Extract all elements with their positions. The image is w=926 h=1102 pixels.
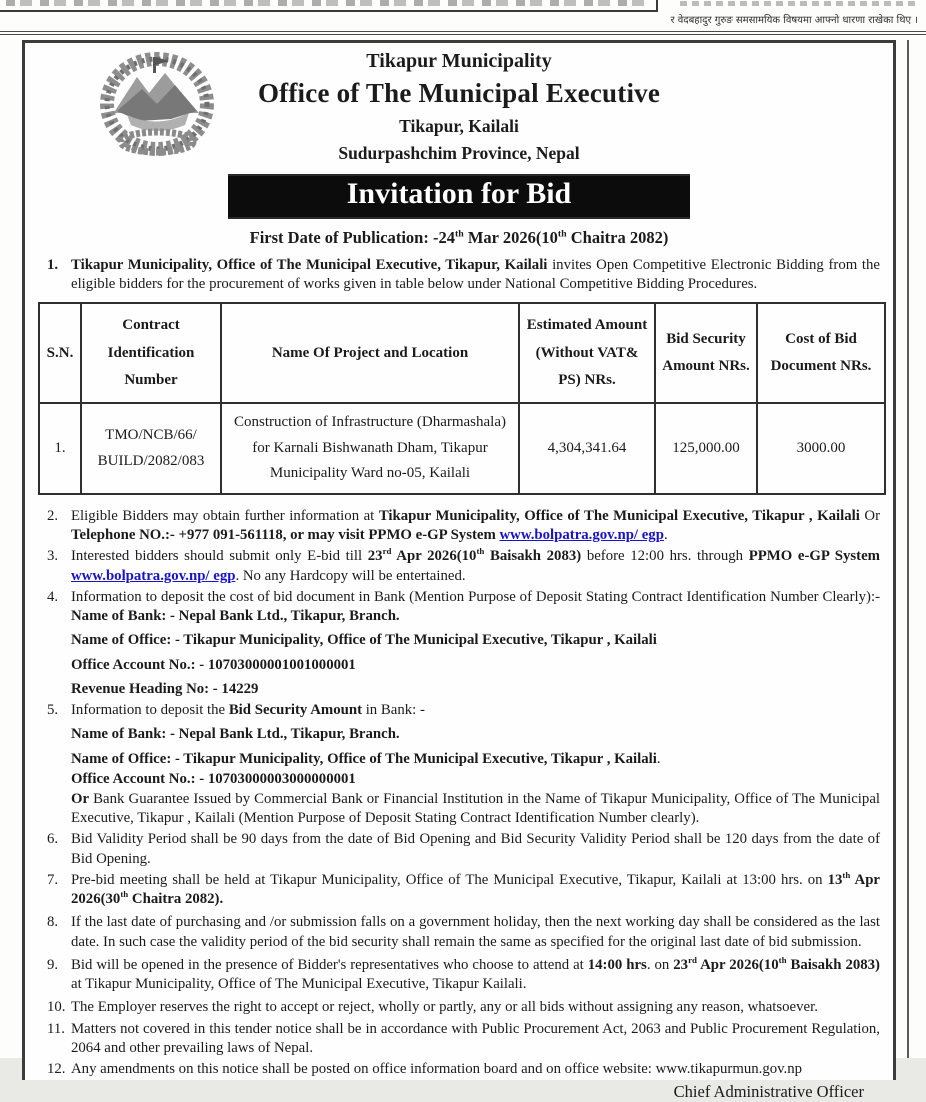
text-run: 23	[367, 548, 383, 565]
cell-contract-id: TMO/NCB/66/ BUILD/2082/083	[81, 403, 221, 494]
text-run: 14:00 hrs	[587, 956, 647, 973]
notice-item-6	[38, 830, 880, 868]
invitation-for-bid-notice	[22, 40, 896, 1102]
text-run: First Date of Publication: -24	[249, 228, 455, 247]
notice-item-1	[38, 256, 880, 294]
office-name-line	[71, 750, 880, 769]
text-run: .	[656, 750, 661, 767]
municipality-emblem-logo	[87, 49, 227, 167]
text-run: Chaitra 2082)	[566, 228, 669, 247]
notice-item-8	[38, 913, 880, 951]
text-run: Information to deposit the cost of bid document in Bank (Mention Purpose of Deposit Stating Contract Identification Number Clearly):-	[71, 588, 880, 605]
notice-item-12	[38, 1060, 880, 1079]
cell-bid-security: 125,000.00	[655, 403, 757, 494]
text-run: th	[454, 228, 464, 240]
text-run: Eligible Bidders may obtain further information at	[71, 507, 379, 524]
text-run: PPMO e-GP System	[748, 548, 880, 565]
item-number: 2.	[47, 507, 59, 524]
text-run: Tikapur Municipality, Office of The Municipal Executive, Tikapur , Kailali	[378, 507, 860, 524]
notice-item-5	[38, 701, 880, 828]
item-number: 8.	[47, 914, 59, 931]
text-run: Bid Security Amount	[228, 702, 362, 719]
text-run: Baisakh 2083)	[786, 956, 880, 973]
text-run: Name of Bank: - Nepal Bank Ltd., Tikapur, Branch.	[71, 608, 400, 625]
column-divider	[907, 40, 909, 1058]
province-line: Sudurpashchim Province, Nepal	[338, 143, 580, 163]
item-number: 6.	[47, 831, 59, 848]
item-number: 5.	[47, 702, 59, 719]
col-header-contract-id: Contract Identification Number	[81, 303, 221, 403]
city-line: Tikapur, Kailali	[399, 116, 519, 136]
item-text	[71, 913, 880, 951]
text-run: Tikapur Municipality, Office of The Municipal Executive, Tikapur, Kailali	[71, 257, 548, 273]
bid-details-table	[38, 302, 886, 495]
table-row	[39, 403, 885, 494]
item-text	[71, 701, 880, 720]
item-text	[71, 830, 880, 868]
text-run: Information to deposit the	[71, 702, 229, 719]
text-run: . on	[646, 956, 674, 973]
text-run: Office Account No.: - 10703000001001000001	[71, 656, 356, 673]
text-run: Any amendments on this notice shall be posted on office information board and on office website: www.tikapurmun.gov.np	[71, 1061, 803, 1078]
cell-sn: 1.	[39, 403, 81, 494]
notice-item-7	[38, 871, 880, 909]
text-run: . No any Hardcopy will be entertained.	[235, 567, 466, 584]
text-run: at Tikapur Municipality, Office of The Municipal Executive, Tikapur Kailali.	[71, 976, 527, 993]
notice-item-11	[38, 1020, 880, 1058]
text-run: th	[778, 954, 787, 965]
divider	[656, 0, 658, 12]
col-header-project-name: Name Of Project and Location	[221, 303, 519, 403]
col-header-sn: S.N.	[39, 303, 81, 403]
text-run: Name of Office: - Tikapur Municipality, Office of The Municipal Executive, Tikapur , Kailali	[71, 632, 657, 649]
item-text	[71, 1060, 880, 1079]
text-run: The Employer reserves the right to accept or reject, wholly or partly, any or all bids without assigning any reason, whatsoever.	[71, 999, 818, 1016]
item-text	[71, 256, 880, 294]
signatory-title: Chief Administrative Officer	[673, 1082, 864, 1102]
text-run: Apr 2026(10	[391, 548, 477, 565]
text-run: Mar 2026(10	[463, 228, 558, 247]
divider	[0, 31, 926, 32]
item-text	[71, 956, 880, 994]
text-run: 13	[827, 871, 843, 888]
text-run: Interested bidders should submit only E-bid till	[71, 548, 368, 565]
item-text	[71, 998, 880, 1017]
text-run: Or	[859, 507, 880, 524]
text-run: th	[120, 889, 129, 900]
cell-project-name: Construction of Infrastructure (Dharmashala) for Karnali Bishwanath Dham, Tikapur Municipality Ward no-05, Kailali	[221, 403, 519, 494]
table-header-row	[39, 303, 885, 403]
divider	[0, 10, 658, 12]
notice-item-3	[38, 547, 880, 585]
text-run: Matters not covered in this tender notice shall be in accordance with Public Procurement Act, 2063 and Public Procurement Regulation, 2064 and other prevailing laws of Nepal.	[71, 1020, 880, 1056]
text-run: Bank Guarantee Issued by Commercial Bank or Financial Institution in the Name of Tikapur Municipality, Office of The Municipal Executive, Tikapur , Kailali (Mention Purpose of Deposit Stating Contract Identification Number clearly).	[71, 791, 880, 827]
text-run: Chaitra 2082).	[128, 891, 224, 908]
item-text	[71, 871, 880, 909]
text-run: Apr 2026(30	[71, 871, 880, 908]
item-number: 7.	[47, 871, 59, 888]
text-run: rd	[382, 546, 392, 557]
text-run: Name of Office: - Tikapur Municipality, Office of The Municipal Executive, Tikapur , Kailali	[71, 750, 657, 767]
item-text	[71, 1020, 880, 1058]
clipped-text-strip	[680, 1, 920, 6]
text-run: in Bank: -	[362, 702, 425, 719]
text-run: th	[842, 870, 851, 881]
col-header-doc-cost: Cost of Bid Document NRs.	[757, 303, 885, 403]
office-account-line	[71, 656, 880, 675]
cell-estimated-amount: 4,304,341.64	[519, 403, 655, 494]
cell-doc-cost: 3000.00	[757, 403, 885, 494]
item-number: 12.	[47, 1061, 66, 1078]
publication-date-line	[38, 228, 880, 248]
text-run: Revenue Heading No: - 14229	[71, 680, 259, 697]
revenue-heading-line	[71, 680, 880, 699]
bank-guarantee-line	[71, 790, 880, 828]
divider	[0, 34, 926, 35]
col-header-bid-security: Bid Security Amount NRs.	[655, 303, 757, 403]
invitation-for-bid-banner: Invitation for Bid	[228, 174, 690, 219]
text-run: Name of Bank: - Nepal Bank Ltd., Tikapur, Branch.	[71, 726, 400, 743]
text-run: If the last date of purchasing and /or submission falls on a government holiday, then the next working day shall be considered as the last date. In such case the validity period of the bid security shall remain the same as specified for the original last date of bid submission.	[71, 914, 880, 950]
text-run: Pre-bid meeting shall be held at Tikapur Municipality, Office of The Municipal Executive, Tikapur, Kailali at 13:00 hrs. on	[71, 871, 828, 888]
text-run: Apr 2026(10	[696, 956, 779, 973]
item-number: 11.	[47, 1020, 65, 1037]
text-run: Baisakh 2083)	[484, 548, 582, 565]
bolpatra-link[interactable]: www.bolpatra.gov.np/ egp	[499, 527, 664, 544]
item-text	[71, 588, 880, 626]
notice-conditions-list	[38, 507, 880, 1079]
col-header-estimated-amount: Estimated Amount (Without VAT& PS) NRs.	[519, 303, 655, 403]
item-number: 4.	[47, 588, 59, 605]
municipality-name: Tikapur Municipality	[366, 50, 552, 72]
bank-name-line	[71, 725, 880, 744]
item-number: 9.	[47, 956, 59, 973]
text-run: before 12:00 hrs. through	[581, 548, 749, 565]
item-number: 3.	[47, 548, 59, 565]
text-run: 23	[673, 956, 689, 973]
office-name: Office of The Municipal Executive	[257, 78, 661, 108]
text-run: .	[663, 527, 668, 544]
item-text	[71, 507, 880, 545]
text-run: Office Account No.: - 10703000003000000001	[71, 770, 356, 787]
clipped-text-strip	[6, 0, 646, 6]
bolpatra-link[interactable]: www.bolpatra.gov.np/ egp	[71, 567, 236, 584]
item-number: 10.	[47, 999, 66, 1016]
item-text	[71, 547, 880, 585]
text-run: th	[476, 546, 485, 557]
text-run: invites Open Competitive Electronic Bidding from the eligible bidders for the procurement of works given in table below under National Competitive Bidding Procedures.	[71, 257, 880, 293]
notice-item-9	[38, 956, 880, 994]
notice-item-10	[38, 998, 880, 1017]
text-run: Bid will be opened in the presence of Bidder's representatives who choose to attend at	[71, 956, 588, 973]
office-name-line	[71, 631, 880, 650]
text-run: Telephone NO.:- +977 091-561118, or may visit PPMO e-GP System	[71, 527, 500, 544]
notice-item-2	[38, 507, 880, 545]
text-run: Or	[71, 791, 90, 808]
notice-item-4	[38, 588, 880, 699]
text-run: rd	[688, 954, 697, 965]
nepali-caption-text: र वेदबहादुर गुरुङ समसामयिक विषयमा आफ्नो धारणा राखेका थिए ।	[670, 15, 918, 26]
item-number: 1.	[47, 257, 59, 273]
text-run: Bid Validity Period shall be 90 days from the date of Bid Opening and Bid Security Validity Period shall be 120 days from the date of Bid Opening.	[71, 831, 880, 867]
office-account-line	[71, 770, 880, 789]
text-run: th	[557, 228, 567, 240]
